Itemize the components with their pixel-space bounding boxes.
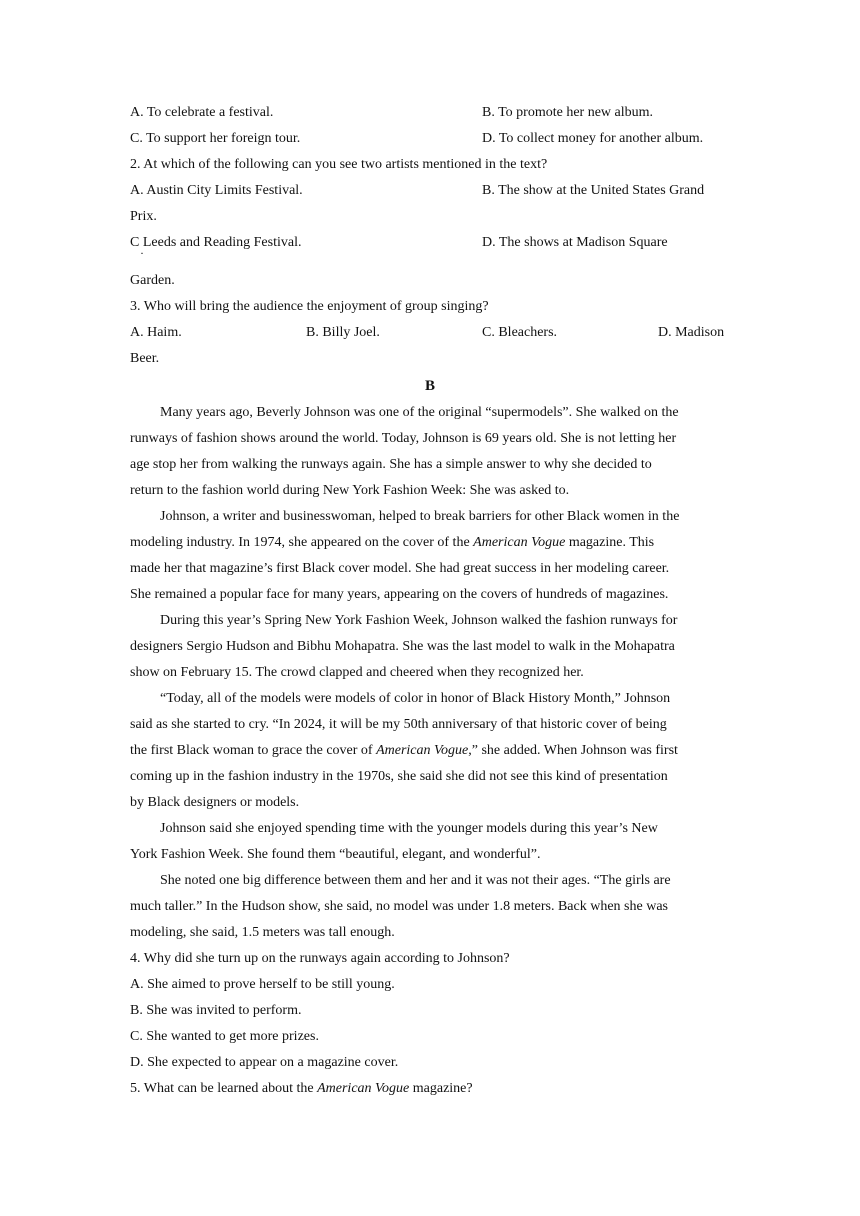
passage-text: the first Black woman to grace the cover of <box>130 743 377 758</box>
q5-stem <box>130 1076 730 1102</box>
passage-line: modeling, she said, 1.5 meters was tall enough. <box>130 925 395 940</box>
passage-paragraph-2 <box>130 504 730 608</box>
q2-option-b-continued: Prix. <box>130 209 157 224</box>
passage-line <box>130 530 730 556</box>
passage-line: show on February 15. The crowd clapped and cheered when they recognized her. <box>130 665 584 680</box>
passage-line: She remained a popular face for many years, appearing on the covers of hundreds of magazines. <box>130 587 669 602</box>
passage-line: said as she started to cry. “In 2024, it will be my 50th anniversary of that historic cover of being <box>130 717 667 732</box>
q2-option-a[interactable]: A. Austin City Limits Festival. <box>130 183 303 198</box>
q1-option-a[interactable]: A. To celebrate a festival. <box>130 105 274 120</box>
passage-line: age stop her from walking the runways again. She has a simple answer to why she decided to <box>130 457 652 472</box>
q2-option-c[interactable]: C Leeds and Reading Festival. · <box>130 230 482 256</box>
q3-stem: 3. Who will bring the audience the enjoyment of group singing? <box>130 299 489 314</box>
passage-line: She noted one big difference between them and her and it was not their ages. “The girls are <box>160 873 671 888</box>
q3-option-d-continued: Beer. <box>130 351 160 366</box>
passage-line: York Fashion Week. She found them “beautiful, elegant, and wonderful”. <box>130 847 541 862</box>
q1-option-c[interactable]: C. To support her foreign tour. <box>130 131 301 146</box>
q3-options-row <box>130 320 730 346</box>
passage-text: ,” she added. When Johnson was first <box>468 743 678 758</box>
passage-line: Johnson, a writer and businesswoman, helped to break barriers for other Black women in the <box>160 509 680 524</box>
magazine-title: American Vogue <box>317 1081 410 1096</box>
magazine-title: American Vogue <box>376 743 469 758</box>
passage-line: by Black designers or models. <box>130 795 300 810</box>
passage-text: modeling industry. In 1974, she appeared on the cover of the <box>130 535 474 550</box>
passage-line: coming up in the fashion industry in the 1970s, she said she did not see this kind of presentation <box>130 769 668 784</box>
document-page <box>130 100 730 1102</box>
section-b-heading: B <box>424 378 435 394</box>
q1-options-row-2 <box>130 126 730 152</box>
q4-option-d[interactable]: D. She expected to appear on a magazine cover. <box>130 1055 399 1070</box>
q2-options-row-2 <box>130 230 730 256</box>
passage-line <box>130 738 730 764</box>
passage-paragraph-6 <box>130 868 730 946</box>
passage-line: runways of fashion shows around the world. Today, Johnson is 69 years old. She is not letting her <box>130 431 677 446</box>
passage-line: made her that magazine’s first Black cover model. She had great success in her modeling career. <box>130 561 670 576</box>
q1-option-b[interactable]: B. To promote her new album. <box>482 105 654 120</box>
passage-paragraph-5 <box>130 816 730 868</box>
q3-option-c[interactable]: C. Bleachers. <box>482 325 558 340</box>
passage-line: return to the fashion world during New York Fashion Week: She was asked to. <box>130 483 570 498</box>
passage-line: Many years ago, Beverly Johnson was one of the original “supermodels”. She walked on the <box>160 405 679 420</box>
magazine-title: American Vogue <box>473 535 566 550</box>
q3-option-a[interactable]: A. Haim. <box>130 325 182 340</box>
q2-option-b[interactable]: B. The show at the United States Grand <box>482 183 705 198</box>
q4-stem: 4. Why did she turn up on the runways again according to Johnson? <box>130 951 510 966</box>
passage-line: Johnson said she enjoyed spending time with the younger models during this year’s New <box>160 821 658 836</box>
q2-options-row-1 <box>130 178 730 204</box>
q3-option-d[interactable]: D. Madison <box>658 325 725 340</box>
q2-stem: 2. At which of the following can you see two artists mentioned in the text? <box>130 157 548 172</box>
passage-paragraph-4 <box>130 686 730 816</box>
q1-option-d[interactable]: D. To collect money for another album. <box>482 131 704 146</box>
q5-stem-text: magazine? <box>409 1081 473 1096</box>
q4-option-a[interactable]: A. She aimed to prove herself to be still young. <box>130 977 395 992</box>
q2-option-d-continued: Garden. <box>130 273 175 288</box>
passage-line: “Today, all of the models were models of color in honor of Black History Month,” Johnson <box>160 691 671 706</box>
passage-line: During this year’s Spring New York Fashion Week, Johnson walked the fashion runways for <box>160 613 678 628</box>
passage-paragraph-3 <box>130 608 730 686</box>
passage-text: magazine. This <box>565 535 655 550</box>
q5-stem-text: 5. What can be learned about the <box>130 1081 318 1096</box>
passage-line: designers Sergio Hudson and Bibhu Mohapatra. She was the last model to walk in the Mohapatra <box>130 639 675 654</box>
q3-option-b[interactable]: B. Billy Joel. <box>306 325 380 340</box>
q4-option-c[interactable]: C. She wanted to get more prizes. <box>130 1029 319 1044</box>
passage-line: much taller.” In the Hudson show, she said, no model was under 1.8 meters. Back when she was <box>130 899 668 914</box>
q2-option-d[interactable]: D. The shows at Madison Square <box>482 235 668 250</box>
q4-option-b[interactable]: B. She was invited to perform. <box>130 1003 302 1018</box>
passage-paragraph-1 <box>130 400 730 504</box>
q1-options-row-1 <box>130 100 730 126</box>
